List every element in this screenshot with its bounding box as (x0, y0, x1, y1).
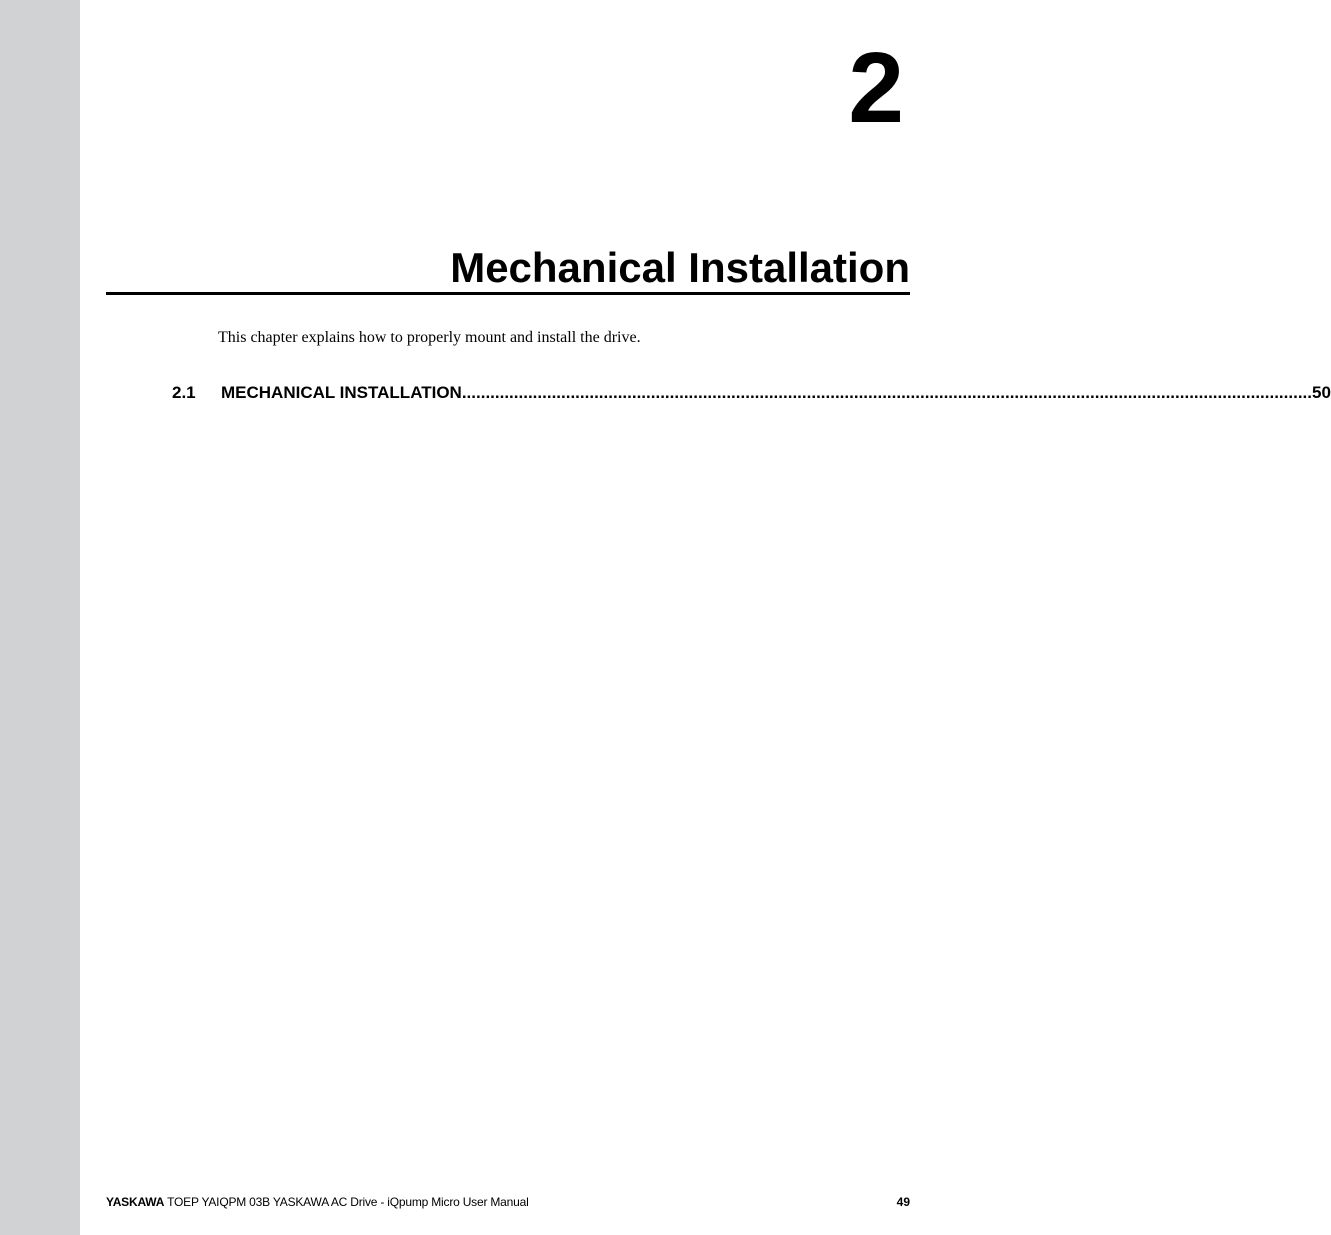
toc-leader-dots: .................................................................................................................................................................................... (461, 383, 1312, 402)
footer-page-number: 49 (896, 1195, 910, 1209)
chapter-number: 2 (848, 32, 902, 144)
toc-entry[interactable] (172, 382, 1331, 404)
footer-brand: YASKAWA (106, 1195, 165, 1209)
side-margin-bar (0, 0, 80, 1235)
toc-entry-number: 2.1 (172, 383, 196, 402)
footer-text: TOEP YAIQPM 03B YASKAWA AC Drive - iQpump Micro User Manual (167, 1195, 529, 1209)
chapter-title: Mechanical Installation (450, 244, 910, 291)
chapter-intro: This chapter explains how to properly mount and install the drive. (218, 329, 641, 346)
title-divider (106, 292, 910, 295)
toc-entry-label: MECHANICAL INSTALLATION (221, 383, 462, 402)
footer-title (106, 1194, 529, 1210)
toc-entry-page: 50 (1312, 383, 1331, 402)
